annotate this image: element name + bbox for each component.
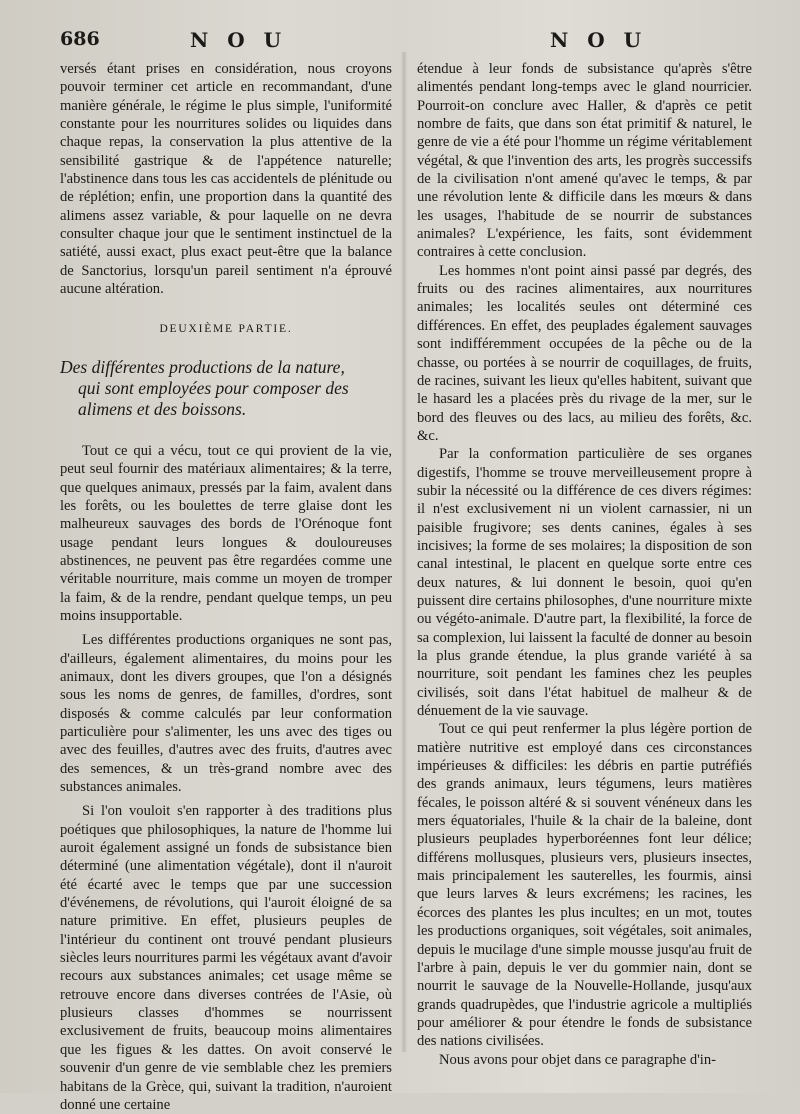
body-paragraph: Tout ce qui a vécu, tout ce qui provient de la vie, peut seul fournir des matériaux alimentaires; & la terre, que quelques animaux, pressés par la faim, avalent dans les forêts, ou les boulettes de terre glaise dont les malheureux sauvages des bords de l'Orénoque font usage pendant leurs longues & douloureuses abstinences, ne peuvent pas être regardées comme une véritable nourriture, mais comme un moyen de tromper la faim, & de la rendre, pendant quelque temps, un peu moins insupportable.	[60, 442, 392, 624]
chapter-title-line2: qui sont employées pour composer des	[78, 377, 349, 398]
right-column	[417, 60, 752, 1069]
chapter-title-line1: Des différentes productions de la nature,	[60, 356, 345, 377]
left-column	[60, 60, 392, 1114]
body-paragraph: Par la conformation particulière de ses organes digestifs, l'homme se trouve merveilleusement propre à subir la nécessité ou la différence de ces divers régimes: il n'est exclusivement ni un violent carnassier, ni un paisible frugivore; ses dents canines, égales à ses incisives; la forme de ses molaires; la disposition de son canal intestinal, le placent en quelque sorte entre ces deux natures, & lui donnent le besoin, quoi qu'en puissent dire certains philosophes, d'une nourriture mixte ou végéto-animale. D'autre part, la flexibilité, la force de sa complexion, lui laissent la faculté de donner au besoin la plus grande étendue, la plus grande variété à sa nourriture, soit pendant les famines chez les peuples civilisés, soit dans l'état habituel de malheur & de dénuement de la vie sauvage.	[417, 446, 752, 720]
chapter-title	[60, 357, 392, 420]
body-paragraph: Les différentes productions organiques ne sont pas, d'ailleurs, également alimentaires, du moins pour les animaux, dont les divers groupes, que l'on a désignés sous les noms de genres, de familles, d'ordres, sont disposés & comme calculés par leur conformation particulière pour s'alimenter, les uns avec des tiges ou avec des feuilles, d'autres avec des fruits, d'autres avec des semences, & un très-grand nombre avec des substances animales.	[60, 632, 392, 795]
intro-paragraph: versés étant prises en considération, nous croyons pouvoir terminer cet article en recommandant, d'une manière générale, le régime le plus simple, l'uniformité constante pour les nourritures solides ou liquides dans chaque repas, la conservation la plus attentive de la sensibilité gastrique & de l'appétence naturelle; l'abstinence dans tous les cas accidentels de plénitude ou de réplétion; enfin, une proportion dans la quantité des alimens assez variable, & pour laquelle on ne devra consulter chaque jour que le sentiment instinctuel de la satiété, aussi exact, plus exact peut-être que la balance de Sanctorius, lorsqu'un pareil sentiment n'a éprouvé aucune altération.	[60, 61, 392, 298]
page-number: 686	[60, 28, 100, 50]
body-paragraph: Les hommes n'ont point ainsi passé par degrés, des fruits ou des racines alimentaires, aux nourritures animales; les localités seules ont déterminé ces différences. En effet, des peuplades également sauvages sont indifféremment occupées de la pêche ou de la chasse, ou portées à se nourrir de coquillages, de fruits, de racines, suivant les lieux qu'elles habitent, suivant que le hasard les a placées près du rivage de la mer, sur le bord des fleuves ou des lacs, au milieu des forêts, &c. &c.	[417, 262, 752, 444]
running-head-left: N O U	[190, 28, 288, 52]
body-paragraph: Si l'on vouloit s'en rapporter à des traditions plus poétiques que philosophiques, la nature de l'homme lui auroit également assigné un fonds de subsistance bien déterminé (une alimentation végétale), dont il n'auroit été écarté avec le temps que par une succession d'événemens, de révolutions, qui l'auroit éloigné de sa nature primitive. En effet, plusieurs peuples de l'intérieur du continent ont trouvé pendant plusieurs siècles leurs nourritures parmi les végétaux avant d'avoir recours aux substances animales; cet usage même se retrouve encore dans diverses contrées de l'Asie, où plusieurs classes d'hommes se nourrissent exclusivement de fruits, beaucoup moins alimentaires que les figues & les dattes. On avoit conservé le souvenir d'un genre de vie semblable chez les premiers habitans de la Grèce, qui, suivant la tradition, n'auroient donné une certaine	[60, 803, 392, 1113]
continued-paragraph: étendue à leur fonds de subsistance qu'après s'être alimentés pendant long-temps avec le gland nourricier. Pourroit-on conclure avec Haller, & d'après ce petit nombre de faits, que dans son état primitif & naturel, le genre de vie a été pour l'homme un régime véritablement végétal, & que l'invention des arts, les progrès successifs de la civilisation n'ont amené qu'avec le temps, & par une révolution lente & difficile dans les mœurs & dans les usages, l'habitude de se nourrir de substances animales? L'expérience, les faits, sont évidemment contraires à cette conclusion.	[417, 61, 752, 261]
running-head-right: N O U	[550, 28, 648, 52]
page-header	[0, 28, 800, 56]
chapter-title-line3: alimens et des boissons.	[78, 398, 247, 419]
body-paragraph: Nous avons pour objet dans ce paragraphe d'in-	[439, 1051, 716, 1068]
section-heading: DEUXIÈME PARTIE.	[159, 323, 293, 336]
body-paragraph: Tout ce qui peut renfermer la plus légère portion de matière nutritive est employé dans ces circonstances impérieuses & difficiles: les débris en partie putréfiés des grands animaux, leurs tégumens, leurs matières fécales, le poisson altéré & si souvent vénéneux dans les mers équatoriales, l'huile & la chair de la baleine, dont plusieurs peuplades hyperboréennes font leur délice; différens mollusques, plusieurs vers, plusieurs insectes, mais principalement les sauterelles, les fourmis, ainsi que leurs larves & leurs excrémens; les racines, les écorces des plantes les plus incultes; en un mot, toutes les productions organiques, soit végétales, soit animales, depuis le mucilage d'une simple mousse jusqu'au fruit de l'arbre à pain, depuis le ver du gommier nain, dont se nourrit le sauvage de la Nouvelle-Hollande, jusqu'aux grands quadrupèdes, que l'industrie agricole a multipliés pour améliorer & pour étendre le fonds de subsistance des nations civilisées.	[417, 721, 752, 1050]
column-gutter	[401, 52, 407, 1052]
